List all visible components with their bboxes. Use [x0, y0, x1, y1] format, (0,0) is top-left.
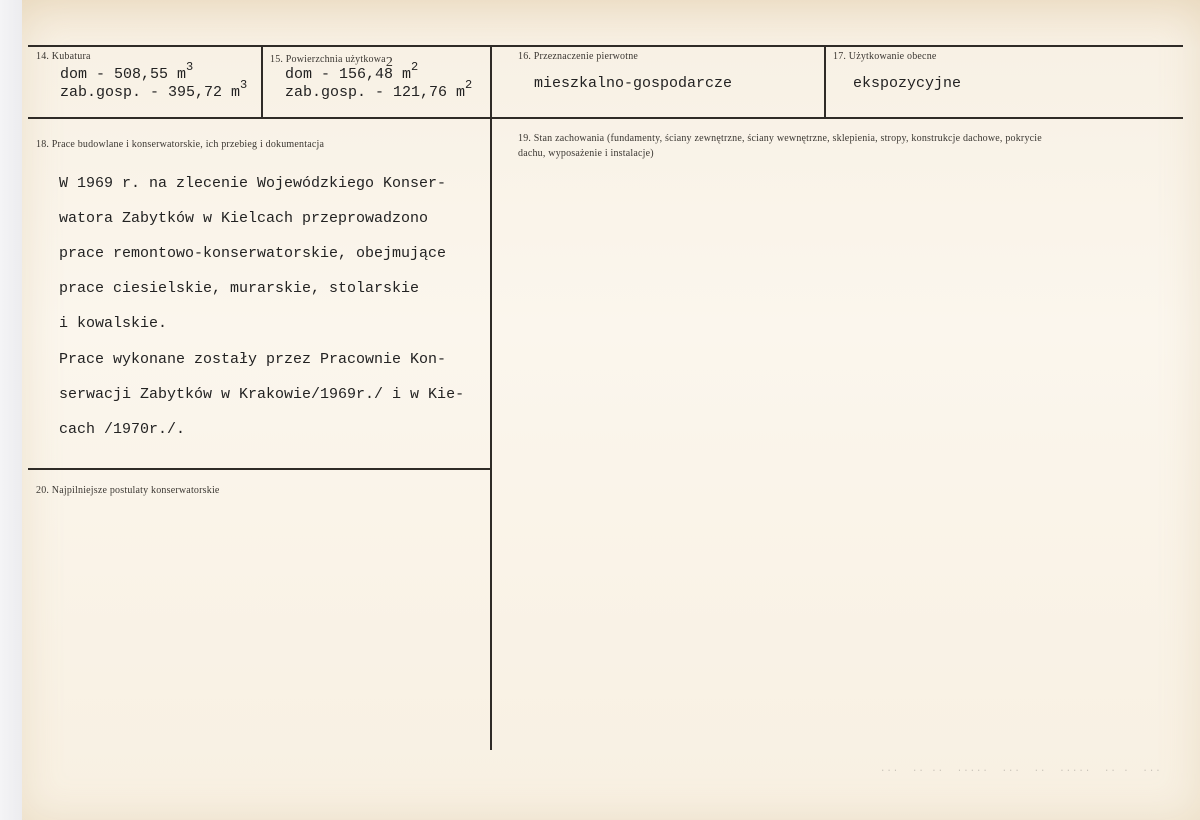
field-15-line2: zab.gosp. - 121,76 $m^2$ — [285, 78, 473, 101]
field-18-line: prace ciesielskie, murarskie, stolarskie — [59, 280, 420, 298]
field-18-line: i kowalskie. — [59, 315, 168, 333]
divider-center — [490, 45, 492, 750]
field-18-text — [59, 157, 464, 456]
field-17-value: ekspozycyjne — [853, 75, 962, 92]
field-18-line: serwacji Zabytków w Krakowie/1969r./ i w Kie- — [59, 385, 465, 403]
field-16-value: mieszkalno-gospodarcze — [534, 75, 733, 92]
row1-bottom-rule — [28, 117, 1183, 119]
field-17-label: 17. Użytkowanie obecne — [833, 51, 937, 62]
field-18-line: cach /1970r./. — [59, 420, 186, 438]
field-18-line: prace remontowo-konserwatorskie, obejmujące — [59, 244, 447, 262]
row2-bottom-rule — [28, 468, 491, 470]
faint-bleed-text: ··· ·· ·· ····· ··· ·· ····· ·· · ··· — [880, 766, 1162, 776]
field-15-label: 15. Powierzchnia użytkowa2 — [270, 54, 394, 70]
field-14-line2: zab.gosp. - 395,72 $m^3$ — [60, 78, 248, 101]
field-18-label: 18. Prace budowlane i konserwatorskie, ich przebieg i dokumentacja — [36, 139, 325, 150]
divider-16-17 — [824, 45, 826, 118]
scan-margin — [0, 0, 22, 820]
field-19-label: 19. Stan zachowania (fundamenty, ściany zewnętrzne, ściany wewnętrzne, sklepienia, stropy, konstrukcje dachowe, pokrycie dachu, wyposażenie i instalacje) — [518, 133, 1042, 159]
field-18-line: W 1969 r. na zlecenie Wojewódzkiego Konser- — [59, 174, 447, 192]
field-18-line: Prace wykonane zostały przez Pracownie Kon- — [59, 350, 447, 368]
field-14-label: 14. Kubatura — [36, 51, 91, 62]
field-14-line1: dom - 508,55 $m^3$ — [60, 60, 194, 83]
field-16-label: 16. Przeznaczenie pierwotne — [518, 51, 639, 62]
field-18-line: watora Zabytków w Kielcach przeprowadzono — [59, 209, 429, 227]
field-20-label: 20. Najpilniejsze postulaty konserwatorskie — [36, 485, 220, 496]
divider-14-15 — [261, 45, 263, 118]
top-rule — [28, 45, 1183, 47]
field-15-line1: dom - 156,48 $m^2$ — [285, 60, 419, 83]
